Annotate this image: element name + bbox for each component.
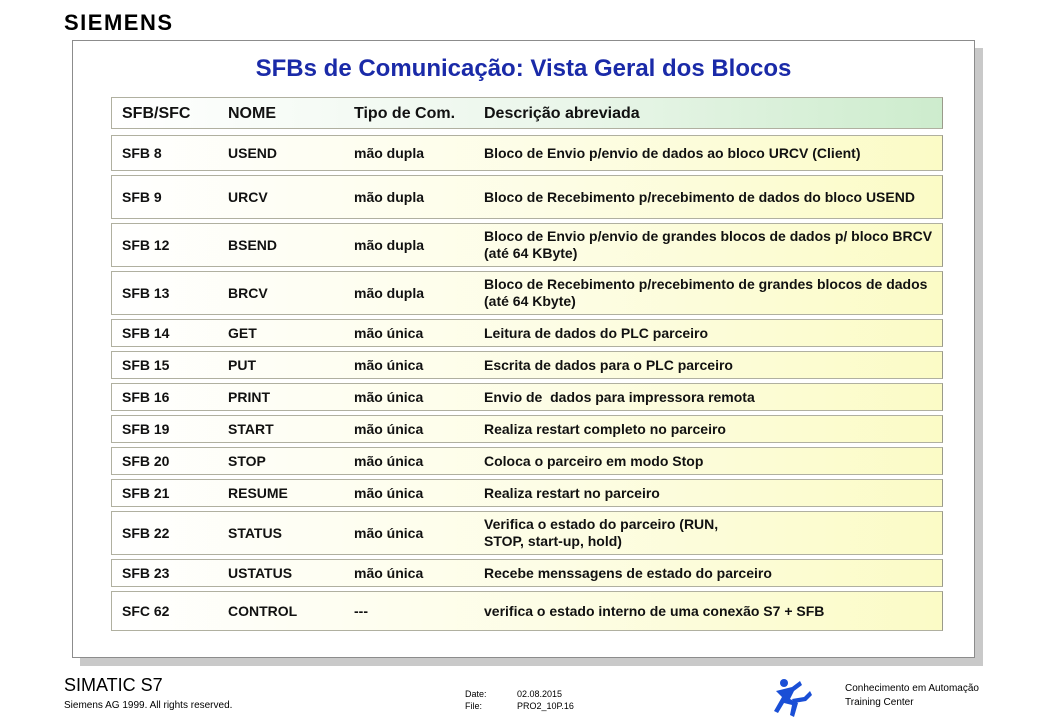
blocks-table [111, 97, 943, 635]
table-row [111, 447, 943, 475]
cell-nome: RESUME [228, 484, 288, 501]
siemens-logo: SIEMENS [64, 10, 174, 35]
date-label: Date: [465, 689, 487, 699]
cell-nome: GET [228, 324, 257, 341]
cell-sfb: SFC 62 [122, 602, 170, 619]
table-row [111, 559, 943, 587]
header-descricao: Descrição abreviada [484, 104, 640, 122]
cell-tipo: mão única [354, 564, 424, 581]
date-value: 02.08.2015 [517, 689, 563, 699]
table-row [111, 271, 943, 315]
cell-descricao: Bloco de Envio p/envio de dados ao bloco URCV (Client) [484, 144, 861, 161]
cell-descricao: Realiza restart completo no parceiro [484, 420, 726, 437]
table-row [111, 175, 943, 219]
product-name: SIMATIC S7 [64, 675, 163, 695]
cell-tipo: --- [354, 602, 368, 619]
cell-sfb: SFB 23 [122, 564, 170, 581]
cell-tipo: mão única [354, 420, 424, 437]
header-tipo: Tipo de Com. [354, 104, 456, 122]
table-row [111, 319, 943, 347]
cell-nome: BSEND [228, 236, 278, 253]
copyright: Siemens AG 1999. All rights reserved. [64, 700, 233, 711]
cell-sfb: SFB 15 [122, 356, 170, 373]
table-row [111, 223, 943, 267]
header-sfb: SFB/SFC [122, 104, 191, 122]
table-row [111, 511, 943, 555]
table-row [111, 383, 943, 411]
cell-nome: PRINT [228, 388, 270, 405]
cell-tipo: mão única [354, 324, 424, 341]
table-row [111, 591, 943, 631]
center-line-2: Training Center [845, 697, 914, 708]
cell-sfb: SFB 9 [122, 188, 162, 205]
table-row [111, 479, 943, 507]
cell-tipo: mão dupla [354, 188, 425, 205]
file-value: PRO2_10P.16 [517, 701, 574, 711]
cell-descricao: Leitura de dados do PLC parceiro [484, 324, 709, 341]
training-center-figure-icon [770, 677, 814, 724]
cell-tipo: mão única [354, 356, 424, 373]
cell-sfb: SFB 21 [122, 484, 170, 501]
document-info [465, 688, 574, 712]
cell-tipo: mão dupla [354, 144, 425, 161]
cell-sfb: SFB 19 [122, 420, 170, 437]
cell-descricao: Bloco de Envio p/envio de grandes blocos de dados p/ bloco BRCV (até 64 KByte) [484, 228, 933, 261]
cell-descricao: Coloca o parceiro em modo Stop [484, 452, 704, 469]
cell-nome: CONTROL [228, 602, 298, 619]
cell-descricao: Verifica o estado do parceiro (RUN, STOP, start-up, hold) [484, 516, 719, 549]
cell-descricao: Realiza restart no parceiro [484, 484, 660, 501]
cell-descricao: Recebe menssagens de estado do parceiro [484, 564, 772, 581]
cell-tipo: mão única [354, 484, 424, 501]
cell-nome: STOP [228, 452, 266, 469]
cell-tipo: mão única [354, 452, 424, 469]
center-line-1: Conhecimento em Automação [845, 683, 979, 694]
cell-descricao: Bloco de Recebimento p/recebimento de grandes blocos de dados (até 64 Kbyte) [484, 276, 928, 309]
cell-descricao: verifica o estado interno de uma conexão S7 + SFB [484, 602, 825, 619]
cell-sfb: SFB 8 [122, 144, 162, 161]
cell-sfb: SFB 14 [122, 324, 170, 341]
training-center-text [845, 682, 979, 710]
cell-sfb: SFB 12 [122, 236, 170, 253]
cell-tipo: mão única [354, 524, 424, 541]
slide-frame [72, 40, 975, 658]
cell-nome: START [228, 420, 274, 437]
table-header-row [111, 97, 943, 129]
table-row [111, 351, 943, 379]
cell-nome: PUT [228, 356, 256, 373]
cell-nome: BRCV [228, 284, 268, 301]
cell-sfb: SFB 13 [122, 284, 170, 301]
cell-tipo: mão única [354, 388, 424, 405]
cell-descricao: Bloco de Recebimento p/recebimento de dados do bloco USEND [484, 188, 915, 205]
table-row [111, 415, 943, 443]
cell-sfb: SFB 20 [122, 452, 170, 469]
cell-nome: STATUS [228, 524, 282, 541]
file-label: File: [465, 701, 483, 711]
cell-descricao: Escrita de dados para o PLC parceiro [484, 356, 733, 373]
cell-tipo: mão dupla [354, 284, 425, 301]
cell-nome: URCV [228, 188, 268, 205]
cell-nome: USEND [228, 144, 278, 161]
header-nome: NOME [228, 104, 276, 122]
cell-tipo: mão dupla [354, 236, 425, 253]
cell-descricao: Envio de dados para impressora remota [484, 388, 755, 405]
cell-sfb: SFB 22 [122, 524, 170, 541]
cell-sfb: SFB 16 [122, 388, 170, 405]
table-row [111, 135, 943, 171]
cell-nome: USTATUS [228, 564, 293, 581]
slide-title: SFBs de Comunicação: Vista Geral dos Blocos [255, 55, 792, 82]
